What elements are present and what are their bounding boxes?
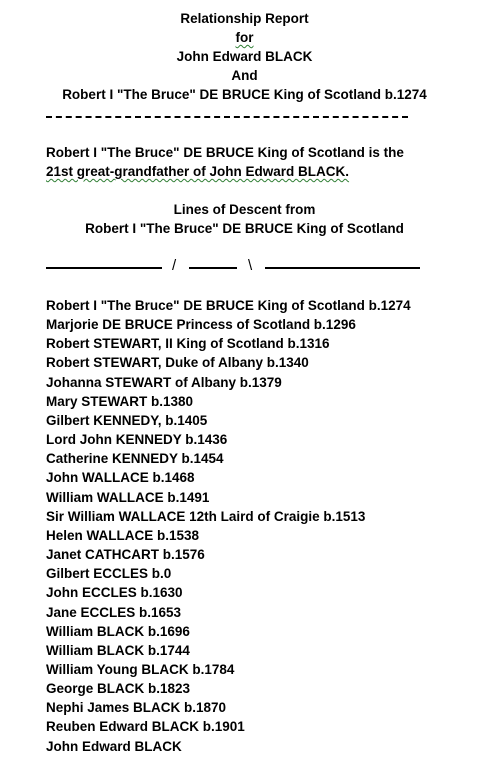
report-title: Relationship Report [180,11,309,26]
descent-item: William BLACK b.1696 [46,623,190,639]
descent-item: Robert I "The Bruce" DE BRUCE King of Scotland b.1274 [46,298,411,313]
descent-item: Reuben Edward BLACK b.1901 [46,719,245,735]
report-subject: John Edward BLACK [176,49,313,64]
for-word-text: for [235,30,254,45]
descent-item: Robert STEWART, II King of Scotland b.1316 [46,336,330,352]
descent-item: Sir William WALLACE 12th Laird of Craigie b.1513 [46,508,366,524]
separator-segment-middle [189,267,237,269]
separator-slash-left: / [172,257,177,274]
descent-item: John WALLACE b.1468 [46,470,195,486]
report-ancestor: Robert I "The Bruce" DE BRUCE King of Scotland b.1274 [62,87,427,102]
descent-item: John Edward BLACK [46,738,182,754]
descent-item: Lord John KENNEDY b.1436 [46,432,228,448]
descent-item: Marjorie DE BRUCE Princess of Scotland b.1296 [46,317,356,333]
descent-item: John ECCLES b.1630 [46,585,183,601]
lines-heading-1: Lines of Descent from [173,202,316,217]
descent-item: Jane ECCLES b.1653 [46,604,182,620]
summary-line-2 [46,162,349,181]
header-divider [46,116,408,118]
descent-item: William Young BLACK b.1784 [46,661,235,677]
descent-item: William BLACK b.1744 [46,642,190,658]
report-and-word: And [231,68,258,83]
summary-line-2-text: 21st great-grandfather of John Edward BLACK. [46,164,350,179]
descent-item: Mary STEWART b.1380 [46,393,194,409]
descent-list [46,296,411,756]
lines-heading-2: Robert I "The Bruce" DE BRUCE King of Scotland [85,221,404,236]
separator-segment-left [46,267,162,269]
summary-line-1: Robert I "The Bruce" DE BRUCE King of Scotland is the [46,145,404,160]
descent-item: Johanna STEWART of Albany b.1379 [46,374,282,390]
descent-item: William WALLACE b.1491 [46,489,210,505]
descent-item: Gilbert ECCLES b.0 [46,566,172,582]
descent-item: Helen WALLACE b.1538 [46,527,200,543]
descent-item: Gilbert KENNEDY, b.1405 [46,412,208,428]
descent-item: Robert STEWART, Duke of Albany b.1340 [46,355,309,371]
descent-item: Janet CATHCART b.1576 [46,547,205,563]
descent-item: Catherine KENNEDY b.1454 [46,451,224,467]
descent-item: George BLACK b.1823 [46,681,191,697]
descent-item: Nephi James BLACK b.1870 [46,700,227,716]
report-for-word [0,28,489,47]
separator-segment-right [265,267,420,269]
separator-slash-right: \ [248,257,253,274]
